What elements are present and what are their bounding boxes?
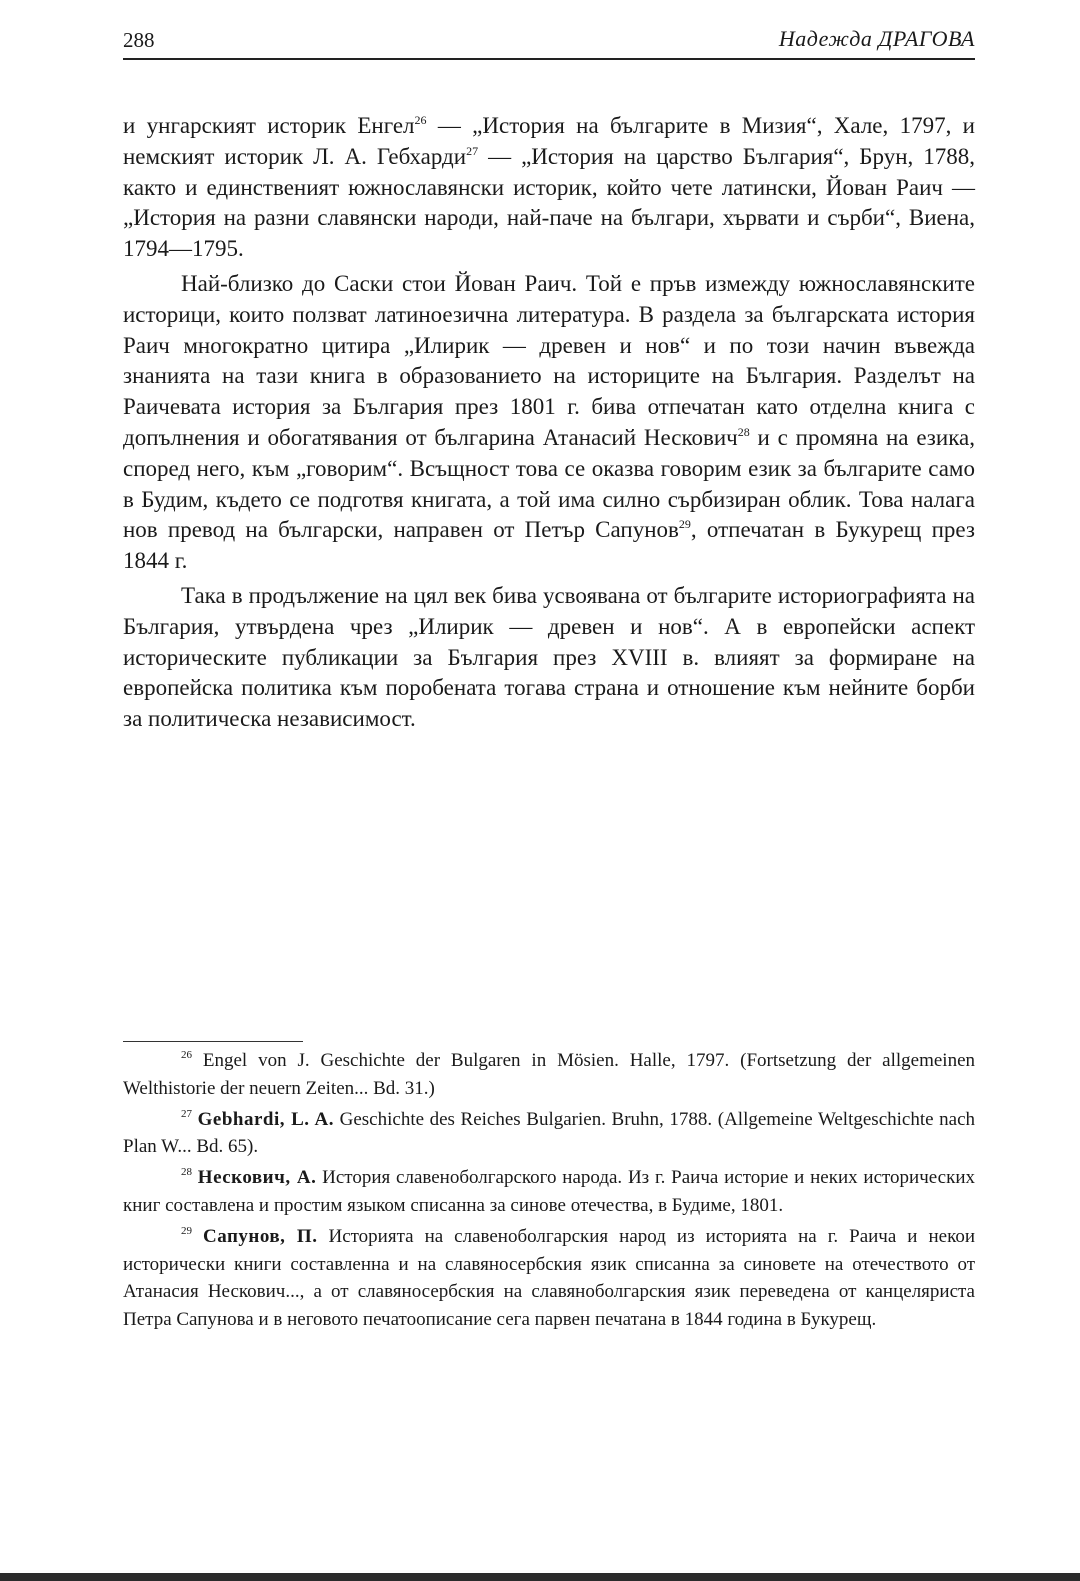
footnote-ref-26: 26	[414, 113, 427, 127]
paragraph-2	[123, 269, 975, 577]
paragraph-text: — „История на царство България“, Брун, 1788, както и единственият южнославянски историк, който чете латински, Йован Раич — „История на разни славянски народи, най-паче на българи, хървати и сърби“, Виена, 1794—1795.	[123, 143, 976, 262]
footnote-author: Gebhardi, L. A.	[197, 1108, 335, 1130]
scan-edge	[0, 1573, 1080, 1581]
footnote-text: Geschichte des Reiches Bulgarien. Bruhn, 1788. (Allgemeine Weltgeschichte nach Plan W... Bd. 65).	[123, 1108, 976, 1158]
footnote-author: Сапунов, П.	[203, 1225, 318, 1247]
footnote-number: 27	[181, 1107, 192, 1120]
footnote-26	[123, 1047, 975, 1103]
footnote-number: 26	[181, 1049, 192, 1061]
body-text	[123, 111, 975, 735]
paragraph-text: , отпечатан в Букурещ през 1844 г.	[123, 517, 975, 574]
footnote-number: 29	[181, 1224, 192, 1237]
footnotes	[123, 1047, 975, 1337]
paragraph-text: — „История на българите в Мизия“, Хале, 1797, и немският историк Л. А. Гебхарди	[123, 113, 975, 169]
paragraph-text: Най-близко до Саски стои Йован Раич. Той е пръв измежду южнославянските историци, които ползват латиноезична литература. В раздела за българската история Раич многократно цитира „Илирик — древен и нов“ и по този начин въвежда знанията на тази книга в образованието на историците на България. Разделът на Раичевата история за България през 1801 г. бива отпечатан като отделна книга с допълнения и обогатявания от българина Атанасий Нескович	[123, 270, 975, 450]
footnote-ref-29: 29	[678, 517, 691, 532]
footnote-number: 28	[181, 1166, 192, 1179]
page-number: 288	[123, 28, 155, 52]
paragraph-text: и с промяна на езика, според него, към „говорим“. Всъщност това се оказва говорим език за българите само в Будим, където се подготвя книгата, а той има силно сърбизиран облик. Това налага нов превод на български, направен от Петър Сапунов	[123, 424, 975, 543]
footnote-text: Engel von J. Geschichte der Bulgaren in Mösien. Halle, 1797. (Fortsetzung der allgemeinen Welthistorie der neuern Zeiten... Bd. 31.)	[123, 1050, 976, 1099]
footnote-29	[123, 1223, 975, 1334]
running-head: Надежда ДРАГОВА	[778, 26, 975, 51]
paragraph-text: Така в продължение на цял век бива усвоявана от българите историографията на България, утвърдена чрез „Илирик — древен и нов“. А в европейски аспект историческите публикации за България през XVIII в. влияят за формиране на европейска политика към поробената тогава страна и отношение към нейните борби за политическа независимост.	[123, 582, 975, 732]
footnote-text: История славеноболгарского народа. Из г. Раича историе и неких исторических книг составлена и простим языком списанна за синове отечества, в Будиме, 1801.	[123, 1167, 976, 1216]
paragraph-3	[123, 581, 975, 735]
paragraph-1	[123, 111, 975, 265]
footnote-text: Историята на славеноболгарския народ из историята на г. Раича и некои исторически книги составленна и на славяносербския язик списанна за синовете на отечеството от Атанасия Нескович..., а от славяносербския на славяноболгарския язик переведена от канцеляриста Петра Сапунова и в неговото печатоописание сега парвен печатана в 1844 година в Букурещ.	[123, 1225, 976, 1331]
footnote-27	[123, 1106, 975, 1162]
footnote-separator	[123, 1041, 303, 1042]
footnote-author: Нескович, А.	[197, 1167, 317, 1189]
footnote-28	[123, 1164, 975, 1220]
page-header	[123, 22, 975, 60]
footnote-ref-28: 28	[737, 424, 750, 439]
footnote-ref-27: 27	[466, 143, 479, 158]
paragraph-text: и унгарският историк Енгел	[123, 113, 415, 138]
